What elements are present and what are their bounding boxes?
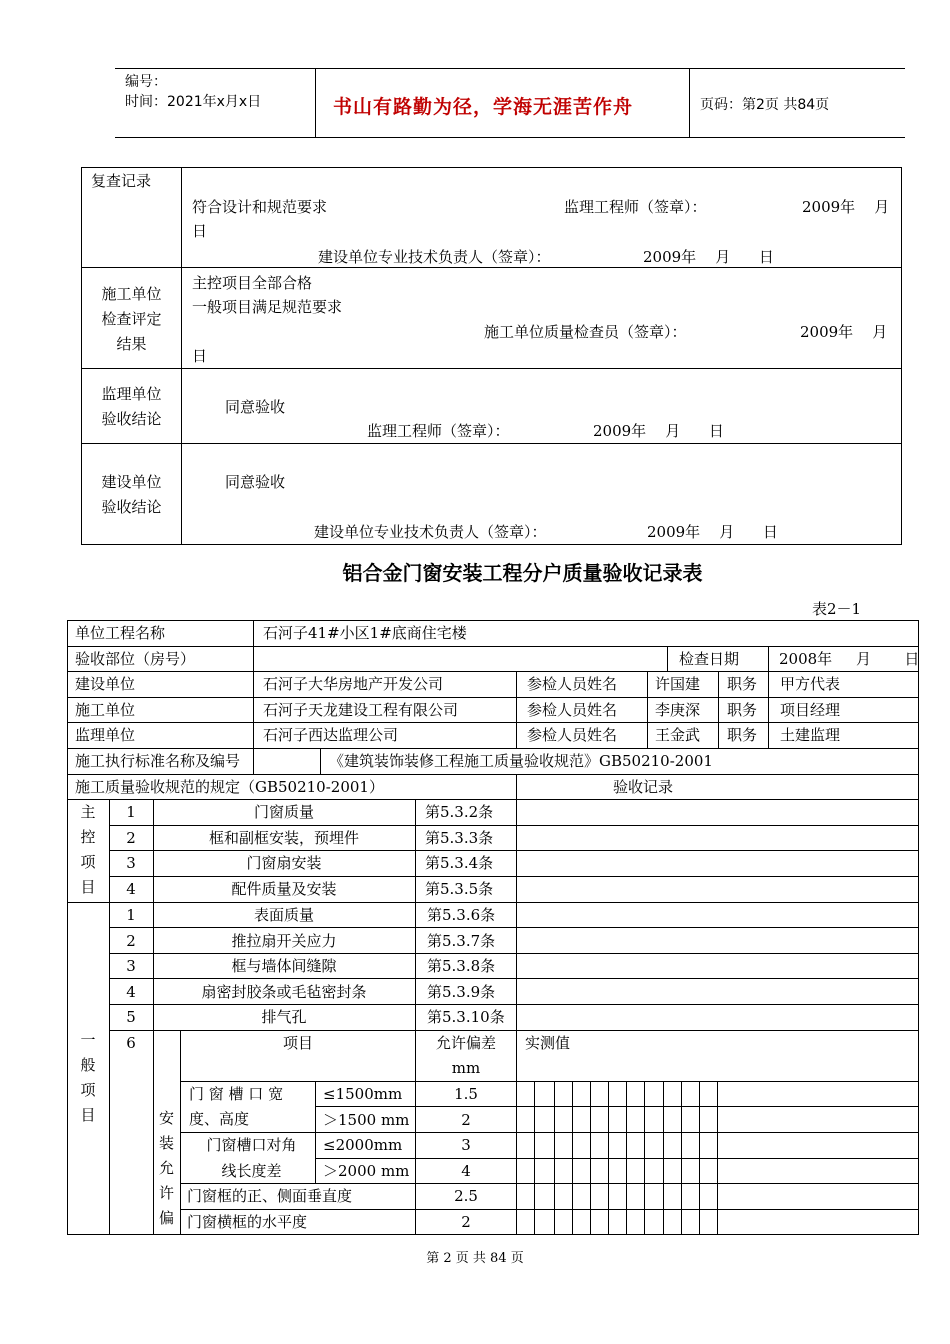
label-line: 验收结论 xyxy=(101,410,162,428)
grid-line xyxy=(626,1081,627,1234)
grid-line xyxy=(647,671,648,748)
check-date-label: 检查日期 xyxy=(679,650,740,668)
party-duty-label: 职务 xyxy=(727,726,758,744)
grid-line xyxy=(717,1081,718,1234)
party-duty-label: 职务 xyxy=(727,701,758,719)
party-role: 建设单位 xyxy=(75,675,136,693)
group-char: 目 xyxy=(80,878,96,896)
standard-value: 《建筑装饰装修工程施工质量验收规范》GB50210-2001 xyxy=(329,752,713,770)
item-clause: 第5.3.2条 xyxy=(425,803,494,821)
grid-line xyxy=(516,671,517,748)
party-company: 石河子天龙建设工程有限公司 xyxy=(263,701,459,719)
owner-conclusion-label xyxy=(82,470,181,520)
header-divider xyxy=(315,69,316,137)
group-char: 允 xyxy=(158,1159,174,1177)
recheck-owner-signature: 建设单位专业技术负责人（签章）： xyxy=(318,248,551,266)
grid-line xyxy=(253,620,254,774)
table-divider xyxy=(82,267,901,268)
grid-line xyxy=(180,1081,918,1082)
party-role: 监理单位 xyxy=(75,726,136,744)
tolerance-value: 2 xyxy=(461,1111,471,1129)
grid-line xyxy=(644,1081,645,1234)
group-char: 主 xyxy=(80,803,96,821)
grid-line xyxy=(534,1081,535,1234)
tolerance-name: 门 窗 槽 口 宽 xyxy=(189,1085,284,1103)
grid-line xyxy=(320,748,321,774)
construction-text-2: 一般项目满足规范要求 xyxy=(192,298,343,316)
group-char: 装 xyxy=(158,1134,174,1152)
owner-signature: 建设单位专业技术负责人（签章）： xyxy=(314,523,547,541)
item-number: 1 xyxy=(126,803,136,821)
recheck-label: 复查记录 xyxy=(91,172,152,190)
party-duty-label: 职务 xyxy=(727,675,758,693)
grid-line xyxy=(608,1081,609,1234)
supervision-text: 同意验收 xyxy=(225,398,286,416)
supervision-date: 2009年 月 日 xyxy=(593,422,724,440)
party-person: 李庚深 xyxy=(655,701,701,719)
party-person: 王金武 xyxy=(655,726,701,744)
item-name: 门窗扇安装 xyxy=(246,854,322,873)
tolerance-name: 门窗槽口对角 xyxy=(206,1136,297,1154)
label-line: 施工单位 xyxy=(101,285,162,303)
review-conclusion-table xyxy=(81,167,902,545)
party-company: 石河子大华房地产开发公司 xyxy=(263,675,444,693)
grid-line xyxy=(768,646,769,672)
grid-line xyxy=(590,1081,591,1234)
construction-day: 日 xyxy=(192,347,208,365)
tolerance-value: 3 xyxy=(461,1136,471,1154)
measured-header: 实测值 xyxy=(525,1034,571,1052)
table-divider xyxy=(82,443,901,444)
document-number: 编号： xyxy=(125,74,167,90)
group-char: 许 xyxy=(158,1184,174,1202)
table-divider xyxy=(181,168,182,544)
item-name: 门窗质量 xyxy=(253,803,314,821)
tolerance-value: 2 xyxy=(461,1213,471,1231)
location-label: 验收部位（房号） xyxy=(75,650,196,668)
tolerance-condition: ≤1500mm xyxy=(323,1085,403,1103)
recheck-text: 符合设计和规范要求 xyxy=(192,198,328,216)
item-number: 1 xyxy=(126,906,136,924)
group-char: 项 xyxy=(80,1081,96,1099)
party-role: 施工单位 xyxy=(75,701,136,719)
item-number: 4 xyxy=(126,982,136,1001)
grid-line xyxy=(699,1081,700,1234)
project-label: 单位工程名称 xyxy=(75,624,166,642)
party-duty: 甲方代表 xyxy=(780,675,841,693)
party-person: 许国建 xyxy=(655,675,701,693)
tolerance-name: 线长度差 xyxy=(221,1162,282,1180)
page-header xyxy=(115,68,905,138)
item-name: 框和副框安装，预埋件 xyxy=(208,828,359,847)
item-name: 扇密封胶条或毛毡密封条 xyxy=(201,982,367,1001)
tolerance-item-header: 项目 xyxy=(282,1034,313,1052)
item-name: 推拉扇开关应力 xyxy=(231,931,337,950)
page-footer: 第 2 页 共 84 页 xyxy=(426,1251,524,1266)
grid-line xyxy=(572,1081,573,1234)
group-char: 偏 xyxy=(158,1209,174,1227)
item-clause: 第5.3.7条 xyxy=(427,931,496,950)
header-page-number: 页码：第2页 共84页 xyxy=(700,97,830,113)
spec-label: 施工质量验收规范的规定（GB50210-2001） xyxy=(75,778,384,796)
grid-line xyxy=(918,620,919,1235)
tolerance-value: 2.5 xyxy=(454,1187,478,1205)
tolerance-value: 4 xyxy=(461,1162,471,1180)
header-motto: 书山有路勤为径，学海无涯苦作舟 xyxy=(333,96,634,118)
header-line: mm xyxy=(451,1059,481,1077)
construction-signature: 施工单位质量检查员（签章）： xyxy=(484,323,687,341)
item-number: 2 xyxy=(126,931,136,950)
label-line: 结果 xyxy=(116,335,147,353)
group-char: 一 xyxy=(80,1031,96,1049)
tolerance-name: 度、高度 xyxy=(189,1110,250,1128)
item-clause: 第5.3.6条 xyxy=(427,906,496,924)
tolerance-name: 门窗框的正、侧面垂直度 xyxy=(187,1187,353,1205)
form-title: 铝合金门窗安装工程分户质量验收记录表 xyxy=(342,561,703,585)
main-control-group-label xyxy=(67,800,109,900)
group-char: 目 xyxy=(80,1106,96,1124)
label-line: 监理单位 xyxy=(101,385,162,403)
construction-result-label xyxy=(82,282,181,357)
grid-line xyxy=(516,799,517,1234)
item-number: 4 xyxy=(126,879,136,898)
acceptance-record-table xyxy=(67,620,918,1234)
construction-date: 2009年 月 xyxy=(800,323,888,341)
label-line: 验收结论 xyxy=(101,498,162,516)
item-name: 配件质量及安装 xyxy=(231,879,337,898)
header-divider xyxy=(689,69,690,137)
item-name: 框与墙体间缝隙 xyxy=(231,957,337,976)
label-line: 建设单位 xyxy=(101,473,162,491)
item-clause: 第5.3.3条 xyxy=(425,828,494,847)
item-name: 排气孔 xyxy=(261,1008,307,1027)
recheck-signature: 监理工程师（签章）： xyxy=(564,198,707,216)
owner-text: 同意验收 xyxy=(225,473,286,491)
tolerance-group-label xyxy=(153,1106,180,1231)
owner-date: 2009年 月 日 xyxy=(647,523,778,541)
item-number: 3 xyxy=(126,957,136,976)
general-group-label xyxy=(67,1028,109,1128)
grid-line xyxy=(663,1081,664,1234)
check-date-value: 2008年 月 日 xyxy=(779,650,920,668)
standard-label: 施工执行标准名称及编号 xyxy=(75,752,241,770)
party-person-label: 参检人员姓名 xyxy=(527,675,618,693)
group-char: 般 xyxy=(80,1056,96,1074)
header-line: 允许偏差 xyxy=(435,1034,496,1052)
supervision-signature: 监理工程师（签章）： xyxy=(367,422,510,440)
construction-text-1: 主控项目全部合格 xyxy=(192,274,313,292)
record-label: 验收记录 xyxy=(613,778,674,796)
item-clause: 第5.3.10条 xyxy=(427,1008,505,1027)
supervision-conclusion-label xyxy=(82,382,181,432)
grid-line xyxy=(180,1030,181,1234)
tolerance-allow-header xyxy=(416,1031,516,1081)
label-line: 检查评定 xyxy=(101,310,162,328)
item-number: 3 xyxy=(126,854,136,873)
grid-line xyxy=(667,646,668,672)
item-name: 表面质量 xyxy=(253,906,314,924)
grid-line xyxy=(516,774,517,800)
tolerance-condition: ≤2000mm xyxy=(323,1136,403,1154)
party-company: 石河子西达监理公司 xyxy=(263,726,399,744)
document-time: 时间：2021年x月x日 xyxy=(125,94,262,110)
grid-line xyxy=(67,620,918,621)
tolerance-value: 1.5 xyxy=(454,1085,478,1103)
item-clause: 第5.3.5条 xyxy=(425,879,494,898)
party-person-label: 参检人员姓名 xyxy=(527,701,618,719)
grid-line xyxy=(554,1081,555,1234)
grid-line xyxy=(681,1081,682,1234)
recheck-owner-date: 2009年 月 日 xyxy=(643,248,774,266)
project-value: 石河子41#小区1#底商住宅楼 xyxy=(263,624,467,642)
tolerance-condition: ＞2000 mm xyxy=(323,1162,410,1180)
group-char: 安 xyxy=(158,1109,174,1127)
tolerance-condition: ＞1500 mm xyxy=(323,1111,410,1129)
party-person-label: 参检人员姓名 xyxy=(527,726,618,744)
party-duty: 土建监理 xyxy=(780,726,841,744)
tolerance-name: 门窗横框的水平度 xyxy=(187,1213,308,1231)
recheck-date: 2009年 月 xyxy=(802,198,890,216)
item-clause: 第5.3.8条 xyxy=(427,957,496,976)
grid-line xyxy=(67,620,68,1234)
item-number: 6 xyxy=(126,1034,136,1052)
table-divider xyxy=(82,368,901,369)
grid-line xyxy=(718,671,719,748)
group-char: 控 xyxy=(80,828,96,846)
group-char: 项 xyxy=(80,853,96,871)
table-number: 表2－1 xyxy=(812,600,862,618)
item-clause: 第5.3.9条 xyxy=(427,982,496,1001)
recheck-day: 日 xyxy=(192,222,208,240)
item-number: 5 xyxy=(126,1008,136,1027)
item-number: 2 xyxy=(126,828,136,847)
grid-line xyxy=(768,671,769,748)
item-clause: 第5.3.4条 xyxy=(425,854,494,873)
party-duty: 项目经理 xyxy=(780,701,841,719)
